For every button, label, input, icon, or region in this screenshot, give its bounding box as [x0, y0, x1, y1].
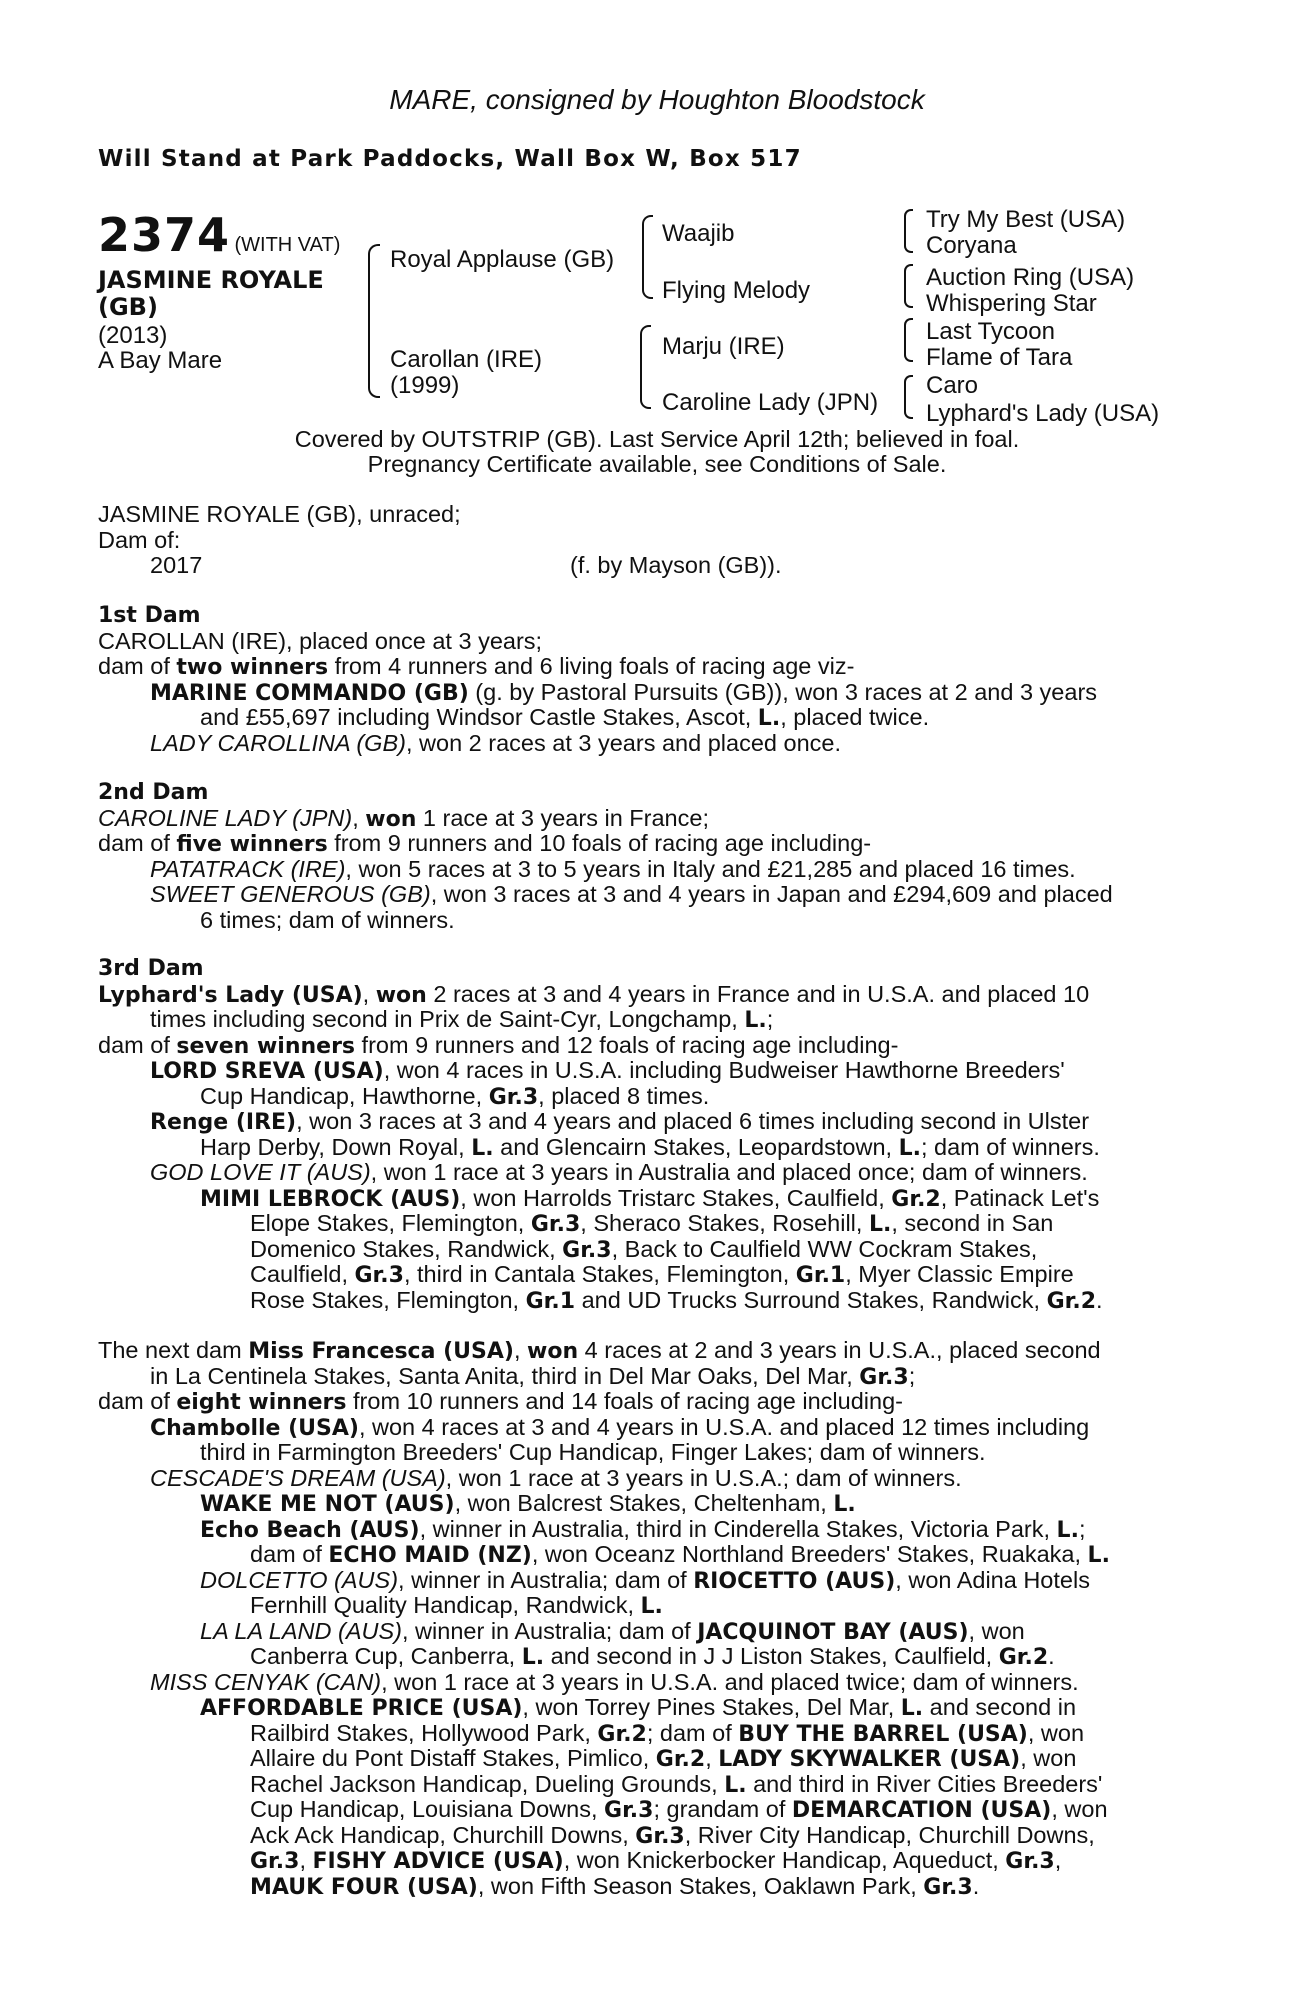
horse-description: A Bay Mare — [98, 347, 223, 374]
dam-line: dam of eight winners from 10 runners and 14 foals of racing age including- — [98, 1388, 903, 1415]
dam-line: dam of two winners from 4 runners and 6 living foals of racing age viz- — [98, 653, 855, 680]
pedigree-dam-dam: Caroline Lady (JPN) — [662, 389, 879, 416]
produce-sire: (f. by Mayson (GB)). — [570, 552, 782, 578]
progeny-line: third in Farmington Breeders' Cup Handicap, Finger Lakes; dam of winners. — [200, 1439, 986, 1465]
progeny-line: LA LA LAND (AUS), winner in Australia; dam of JACQUINOT BAY (AUS), won — [200, 1617, 1025, 1645]
progeny-line: Chambolle (USA), won 4 races at 3 and 4 years in U.S.A. and placed 12 times including — [150, 1413, 1090, 1441]
pedigree-brace-sd — [904, 264, 913, 308]
dam-line: CAROLINE LADY (JPN), won 1 race at 3 years in France; — [98, 804, 709, 832]
progeny-line: 6 times; dam of winners. — [200, 906, 455, 933]
progeny-line: PATATRACK (IRE), won 5 races at 3 to 5 years in Italy and £21,285 and placed 16 times. — [150, 855, 1076, 882]
pedigree-ddd: Lyphard's Lady (USA) — [926, 400, 1160, 427]
progeny-line: AFFORDABLE PRICE (USA), won Torrey Pines Stakes, Del Mar, L. and second in — [200, 1694, 1077, 1721]
progeny-line: GOD LOVE IT (AUS), won 1 race at 3 years in Australia and placed once; dam of winners. — [150, 1159, 1088, 1185]
pedigree-dam-year: (1999) — [390, 372, 460, 399]
progeny-line: Harp Derby, Down Royal, L. and Glencairn Stakes, Leopardstown, L.; dam of winners. — [200, 1133, 1100, 1161]
dam-line: Lyphard's Lady (USA), won 2 races at 3 and 4 years in France and in U.S.A. and placed 10 — [98, 980, 1090, 1008]
progeny-line: Echo Beach (AUS), winner in Australia, third in Cinderella Stakes, Victoria Park, L.; — [200, 1515, 1086, 1543]
catalogue-title: MARE, consigned by Houghton Bloodstock — [389, 84, 925, 115]
pedigree-sdd: Whispering Star — [926, 290, 1097, 317]
horse-name: JASMINE ROYALE — [98, 266, 324, 294]
produce-record — [98, 502, 1208, 579]
progeny-line: Cup Handicap, Louisiana Downs, Gr.3; grandam of DEMARCATION (USA), won — [250, 1796, 1108, 1823]
pregnancy-note: Pregnancy Certificate available, see Conditions of Sale. — [367, 451, 947, 477]
section-heading: 1st Dam — [98, 603, 201, 628]
produce-foal — [98, 553, 1208, 579]
progeny-line: LADY CAROLLINA (GB), won 2 races at 3 years and placed once. — [150, 729, 841, 756]
stand-location: Will Stand at Park Paddocks, Wall Box W, Box 517 — [98, 146, 802, 172]
progeny-line: Rachel Jackson Handicap, Dueling Grounds, L. and third in River Cities Breeders' — [250, 1770, 1103, 1798]
produce-line: JASMINE ROYALE (GB), unraced; — [98, 501, 461, 527]
progeny-line: and £55,697 including Windsor Castle Stakes, Ascot, L., placed twice. — [200, 704, 930, 731]
progeny-line: Allaire du Pont Distaff Stakes, Pimlico, Gr.2, LADY SKYWALKER (USA), won — [250, 1745, 1077, 1772]
next-dam-section — [98, 1338, 1208, 1899]
pedigree-sire-sire: Waajib — [662, 220, 735, 247]
lot-number: 2374 — [98, 208, 231, 262]
produce-year: 2017 — [150, 552, 203, 578]
section-heading: 3rd Dam — [98, 956, 204, 981]
dam-line: CAROLLAN (IRE), placed once at 3 years; — [98, 627, 543, 654]
progeny-line: MARINE COMMANDO (GB) (g. by Pastoral Pursuits (GB)), won 3 races at 2 and 3 years — [150, 678, 1098, 706]
pedigree-brace-ss — [904, 209, 913, 253]
progeny-line: WAKE ME NOT (AUS), won Balcrest Stakes, Cheltenham, L. — [200, 1490, 856, 1517]
lot-number-block — [98, 208, 340, 262]
dam-line: dam of five winners from 9 runners and 10 foals of racing age including- — [98, 830, 872, 857]
pedigree-brace-main — [368, 244, 380, 398]
progeny-line: MISS CENYAK (CAN), won 1 race at 3 years in U.S.A. and placed twice; dam of winners. — [150, 1668, 1079, 1695]
pedigree-brace-dam — [640, 325, 651, 409]
dam-line: times including second in Prix de Saint-Cyr, Longchamp, L.; — [150, 1006, 774, 1033]
covering-info: Covered by OUTSTRIP (GB). Last Service April 12th; believed in foal. — [294, 426, 1020, 452]
pedigree-brace-dd — [904, 375, 913, 419]
dam-line: in La Centinela Stakes, Santa Anita, third in Del Mar Oaks, Del Mar, Gr.3; — [150, 1362, 916, 1390]
second-dam-section — [98, 780, 1208, 933]
horse-year: (2013) — [98, 322, 168, 349]
progeny-line: Fernhill Quality Handicap, Randwick, L. — [250, 1592, 663, 1619]
progeny-line: Ack Ack Handicap, Churchill Downs, Gr.3, River City Handicap, Churchill Downs, — [250, 1821, 1095, 1849]
progeny-line: LORD SREVA (USA), won 4 races in U.S.A. including Budweiser Hawthorne Breeders' — [150, 1057, 1065, 1084]
pedigree-sire-dam: Flying Melody — [662, 277, 811, 304]
section-heading: 2nd Dam — [98, 780, 209, 805]
pedigree-dds: Caro — [926, 372, 979, 399]
progeny-line: Elope Stakes, Flemington, Gr.3, Sheraco Stakes, Rosehill, L., second in San — [250, 1210, 1054, 1237]
pedigree-dam-sire: Marju (IRE) — [662, 333, 785, 360]
pedigree-sire: Royal Applause (GB) — [390, 246, 615, 273]
vat-note: (WITH VAT) — [234, 234, 341, 256]
pedigree-dss: Last Tycoon — [926, 318, 1055, 345]
progeny-line: Caulfield, Gr.3, third in Cantala Stakes, Flemington, Gr.1, Myer Classic Empire — [250, 1261, 1074, 1288]
progeny-line: Renge (IRE), won 3 races at 3 and 4 years and placed 6 times including second in Ulster — [150, 1108, 1090, 1135]
progeny-line: Gr.3, FISHY ADVICE (USA), won Knickerbocker Handicap, Aqueduct, Gr.3, — [250, 1847, 1062, 1874]
progeny-line: CESCADE'S DREAM (USA), won 1 race at 3 years in U.S.A.; dam of winners. — [150, 1464, 962, 1491]
progeny-line: Canberra Cup, Canberra, L. and second in J J Liston Stakes, Caulfield, Gr.2. — [250, 1643, 1055, 1670]
progeny-line: Domenico Stakes, Randwick, Gr.3, Back to Caulfield WW Cockram Stakes, — [250, 1235, 1038, 1263]
pedigree-brace-ds — [904, 318, 913, 362]
pedigree-dsd: Flame of Tara — [926, 344, 1073, 371]
horse-name-country: (GB) — [98, 293, 158, 321]
progeny-line: dam of ECHO MAID (NZ), won Oceanz Northland Breeders' Stakes, Ruakaka, L. — [250, 1541, 1110, 1568]
first-dam-section — [98, 603, 1208, 756]
progeny-line: Rose Stakes, Flemington, Gr.1 and UD Trucks Surround Stakes, Randwick, Gr.2. — [250, 1286, 1103, 1314]
progeny-line: SWEET GENEROUS (GB), won 3 races at 3 and 4 years in Japan and £294,609 and placed — [150, 881, 1113, 907]
pedigree-brace-sire — [642, 215, 653, 299]
dam-line: The next dam Miss Francesca (USA), won 4 races at 2 and 3 years in U.S.A., placed second — [98, 1337, 1101, 1364]
pedigree-sds: Auction Ring (USA) — [926, 264, 1135, 291]
pedigree-sss: Try My Best (USA) — [926, 206, 1126, 233]
dam-line: dam of seven winners from 9 runners and 12 foals of racing age including- — [98, 1031, 899, 1059]
produce-dam-of: Dam of: — [98, 526, 181, 553]
progeny-line: DOLCETTO (AUS), winner in Australia; dam of RIOCETTO (AUS), won Adina Hotels — [200, 1566, 1090, 1594]
progeny-line: Cup Handicap, Hawthorne, Gr.3, placed 8 times. — [200, 1082, 710, 1110]
progeny-line: Railbird Stakes, Hollywood Park, Gr.2; dam of BUY THE BARREL (USA), won — [250, 1719, 1085, 1747]
pedigree-dam: Carollan (IRE) — [390, 346, 543, 373]
third-dam-section — [98, 956, 1208, 1313]
pedigree-ssd: Coryana — [926, 232, 1017, 259]
progeny-line: MAUK FOUR (USA), won Fifth Season Stakes, Oaklawn Park, Gr.3. — [250, 1872, 980, 1900]
progeny-line: MIMI LEBROCK (AUS), won Harrolds Tristarc Stakes, Caulfield, Gr.2, Patinack Let's — [200, 1184, 1100, 1212]
